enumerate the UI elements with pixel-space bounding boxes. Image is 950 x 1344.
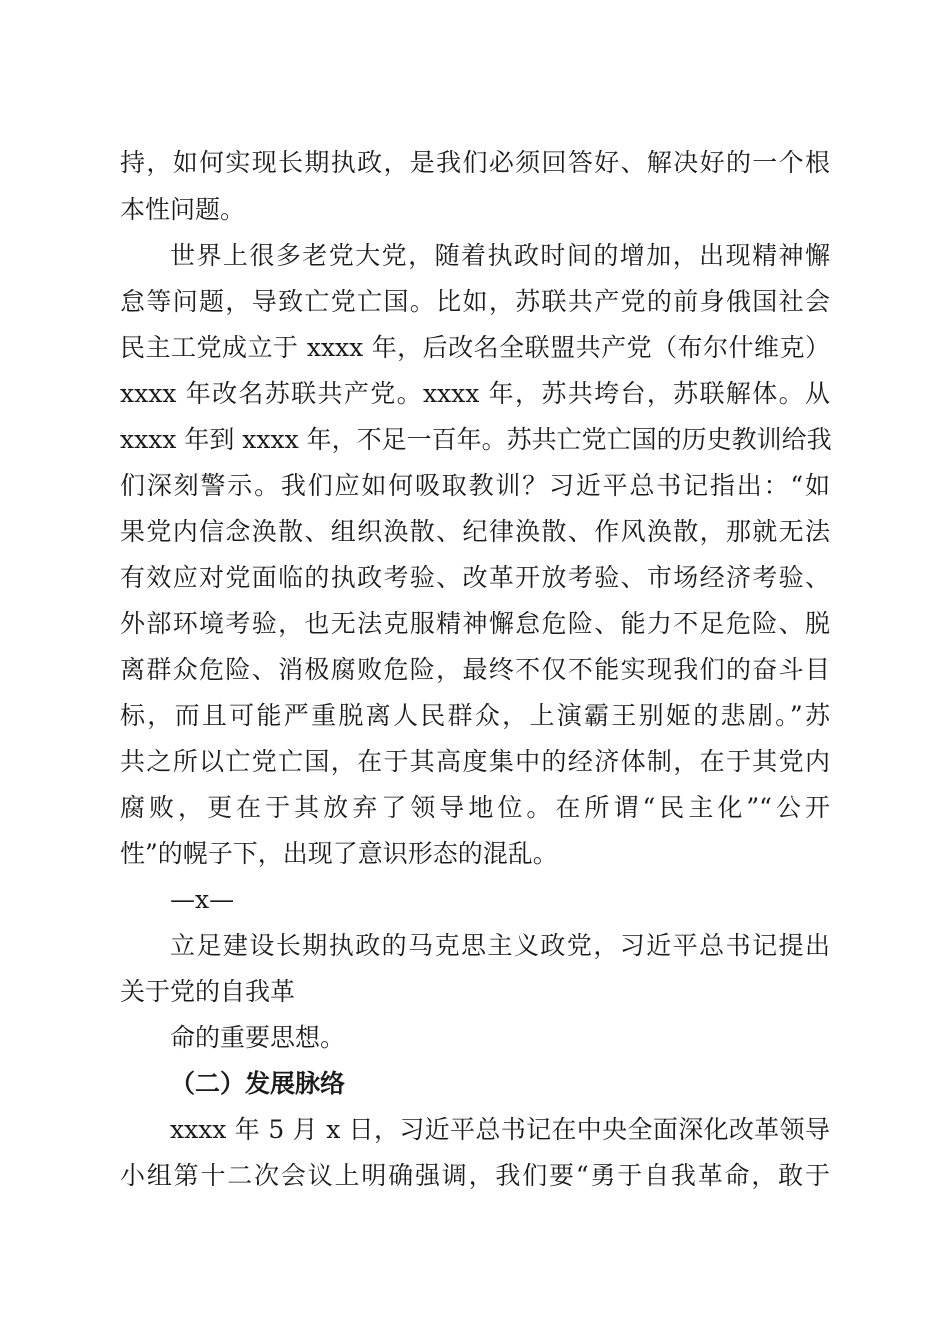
paragraph-line: xxxx 年 5 月 x 日，习近平总书记在中央全面深化改革领导 xyxy=(170,1115,830,1144)
paragraph-line: 标，而且可能严重脱离人民群众，上演霸王别姬的悲剧。”苏 xyxy=(120,701,830,730)
paragraph-line: 怠等问题，导致亡党亡国。比如，苏联共产党的前身俄国社会 xyxy=(120,287,830,316)
paragraph-line: 世界上很多老党大党，随着执政时间的增加，出现精神懈 xyxy=(170,241,830,270)
paragraph-line: 关于党的自我革 xyxy=(120,977,296,1006)
paragraph-line: 外部环境考验，也无法克服精神懈怠危险、能力不足危险、脱 xyxy=(120,609,830,638)
paragraph-line: 小组第十二次会议上明确强调，我们要“勇于自我革命，敢于 xyxy=(120,1161,830,1190)
paragraph-line: 性”的幌子下，出现了意识形态的混乱。 xyxy=(120,839,558,868)
paragraph-line: 共之所以亡党亡国，在于其高度集中的经济体制，在于其党内 xyxy=(120,747,830,776)
paragraph-line: 持，如何实现长期执政，是我们必须回答好、解决好的一个根 xyxy=(120,148,830,177)
section-heading: （二）发展脉络 xyxy=(170,1069,346,1098)
paragraph-line: 命的重要思想。 xyxy=(170,1023,346,1052)
paragraph-line: 有效应对党面临的执政考验、改革开放考验、市场经济考验、 xyxy=(120,563,830,592)
paragraph-line: 离群众危险、消极腐败危险，最终不仅不能实现我们的奋斗目 xyxy=(120,655,830,684)
separator: —x— xyxy=(170,885,235,914)
paragraph-line: 腐败，更在于其放弃了领导地位。在所谓“民主化”“公开 xyxy=(120,793,830,822)
paragraph-line: xxxx 年改名苏联共产党。xxxx 年，苏共垮台，苏联解体。从 xyxy=(120,379,830,408)
paragraph-line: 本性问题。 xyxy=(120,195,246,224)
paragraph-line: 民主工党成立于 xxxx 年，后改名全联盟共产党（布尔什维克） xyxy=(120,333,830,362)
paragraph-line: xxxx 年到 xxxx 年，不足一百年。苏共亡党亡国的历史教训给我 xyxy=(120,425,832,454)
paragraph-line: 立足建设长期执政的马克思主义政党，习近平总书记提出 xyxy=(170,931,830,960)
paragraph-line: 果党内信念涣散、组织涣散、纪律涣散、作风涣散，那就无法 xyxy=(120,517,830,546)
paragraph-line: 们深刻警示。我们应如何吸取教训？习近平总书记指出：“如 xyxy=(120,471,830,500)
